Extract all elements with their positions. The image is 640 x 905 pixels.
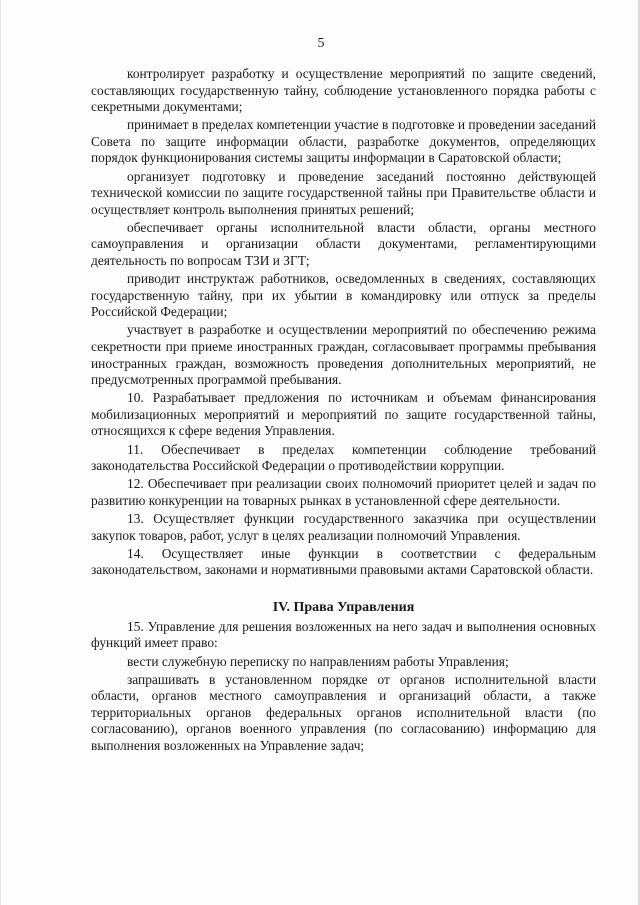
paragraph: вести служебную переписку по направлениям работы Управления; [127, 653, 509, 669]
paragraph: 10. Разрабатывает предложения по источникам и объемам финансирования мобилизационных мероприятий и мероприятий по защите государственной тайны, относящихся к сфере ведения Управления. [91, 390, 596, 439]
paragraph: 15. Управление для решения возложенных на него задач и выполнения основных функций имеет право: [91, 618, 596, 651]
section-heading: IV. Права Управления [272, 599, 415, 615]
page-number: 5 [317, 36, 325, 51]
paragraph: 13. Осуществляет функции государственного заказчика при осуществлении закупок товаров, работ, услуг в целях реализации полномочий Управления. [91, 510, 596, 543]
paragraph: запрашивать в установленном порядке от органов исполнительной власти области, органов местного самоуправления и организаций области, а также территориальных органов федеральных органов исполнительной власти (по согласованию), органов военного управления (по согласованию) информацию для выполнения возложенных на Управление задач; [91, 671, 596, 753]
paragraph: организует подготовку и проведение заседаний постоянно действующей технической комиссии по защите государственной тайны при Правительстве области и осуществляет контроль выполнения принятых решений; [91, 168, 596, 217]
paragraph: 11. Обеспечивает в пределах компетенции соблюдение требований законодательства Российской Федерации о противодействии коррупции. [91, 441, 596, 474]
paragraph: приводит инструктаж работников, осведомленных в сведениях, составляющих государственную тайну, при их убытии в командировку или отпуск за пределы Российской Федерации; [91, 271, 596, 320]
paragraph: 12. Обеспечивает при реализации своих полномочий приоритет целей и задач по развитию конкуренции на товарных рынках в установленной сфере деятельности. [91, 476, 596, 508]
paragraph: обеспечивает органы исполнительной власти области, органы местного самоуправления и организации области документами, регламентирующими деятельность по вопросам ТЗИ и ЗГТ; [91, 219, 596, 269]
document-body [91, 66, 596, 755]
paragraph: 14. Осуществляет иные функции в соответствии с федеральным законодательством, законами и нормативными правовыми актами Саратовской области. [91, 545, 596, 578]
paragraph: принимает в пределах компетенции участие в подготовке и проведении заседаний Совета по защите информации области, разработке документов, определяющих порядок функционирования системы защиты информации в Саратовской области; [91, 117, 596, 166]
paragraph: контролирует разработку и осуществление мероприятий по защите сведений, составляющих государственную тайну, соблюдение установленного порядка работы с секретными документами; [91, 66, 596, 115]
paragraph: участвует в разработке и осуществлении мероприятий по обеспечению режима секретности при приеме иностранных граждан, согласовывает программы пребывания иностранных граждан, возможность проведения дополнительных мероприятий, не предусмотренных программой пребывания. [91, 322, 596, 388]
